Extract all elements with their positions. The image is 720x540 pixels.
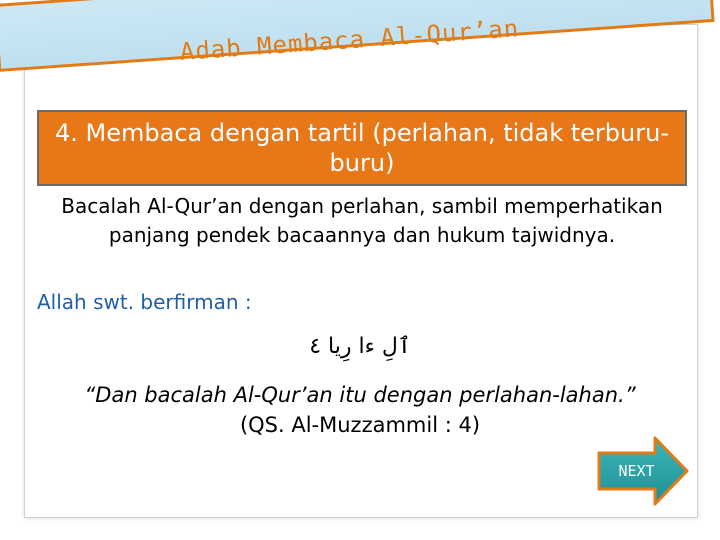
intro-line: Allah swt. berfirman : [37, 290, 252, 314]
next-button[interactable] [597, 436, 689, 506]
arabic-verse: ٱلِ ءا رِيا ٤ [309, 334, 411, 359]
section-heading: 4. Membaca dengan tartil (perlahan, tidak terburu-buru) [37, 110, 687, 186]
translation-source: (QS. Al-Muzzammil : 4) [239, 413, 481, 437]
page-title: Adab Membaca Al-Qur’an [179, 14, 521, 66]
next-label: NEXT [618, 462, 655, 480]
body-paragraph: Bacalah Al-Qur’an dengan perlahan, sambil memperhatikan panjang pendek bacaannya dan hukum tajwidnya. [61, 194, 663, 247]
translation-quote: “Dan bacalah Al-Qur’an itu dengan perlahan-lahan.” [84, 383, 636, 407]
translation-block [30, 380, 690, 440]
